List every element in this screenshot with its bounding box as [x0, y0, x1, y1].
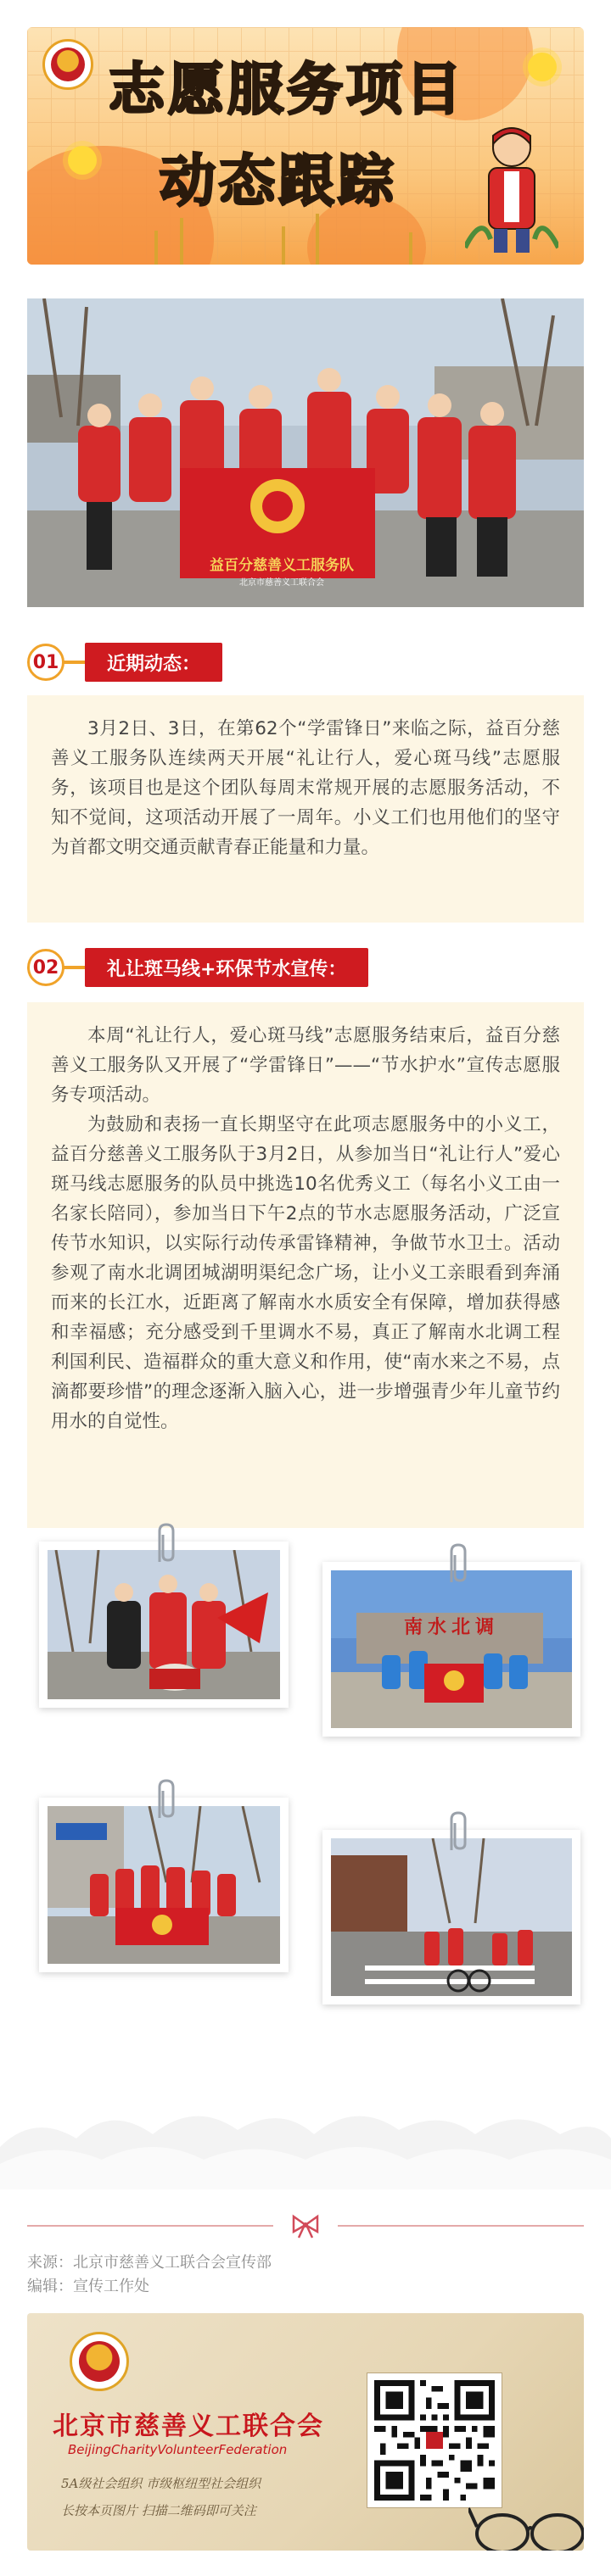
cloud-decoration: [0, 2088, 611, 2189]
paragraph: 本周“礼让行人，爱心斑马线”志愿服务结束后，益百分慈善义工服务队又开展了“学雷锋日”——“节水护水”宣传志愿服务专项活动。: [51, 1025, 560, 1106]
gallery-photo-3: [39, 1798, 289, 1972]
banner-title-line2: 动态跟踪: [160, 148, 397, 214]
source-credit: 来源：北京市慈善义工联合会宣传部: [27, 2254, 272, 2272]
paragraph: 3月2日、3日，在第62个“学雷锋日”来临之际，益百分慈善义工服务队连续两天开展“礼让行人，爱心斑马线”志愿服务，该项目也是这个团队每周末常规开展的志愿服务活动，不知不觉间，这项活动开展了一周年。小义工们也用他们的坚守为首都文明交通贡献青春正能量和力量。: [51, 718, 560, 858]
paperclip-icon: [441, 1811, 475, 1854]
banner-cloth-subtext: 北京市慈善义工联合会: [239, 578, 324, 588]
paragraph: 为鼓励和表扬一直长期坚守在此项志愿服务中的小义工，益百分慈善义工服务队于3月2日，从参加当日“礼让行人”爱心斑马线志愿服务的队员中挑选10名优秀义工（每名小义工由一名家长陪同），参加当日下午2点的节水志愿服务活动，广泛宣传节水知识，以实际行动传承雷锋精神，争做节水卫士。活动参观了南水北调团城湖明渠纪念广场，让小义工亲眼看到奔涌而来的长江水，近距离了解南水水质安全有保障，增加获得感和幸福感；充分感受到千里调水不易，真正了解南水北调工程利国利民、造福群众的重大意义和作用，使“南水来之不易，点滴都要珍惜”的理念逐渐入脑入心，进一步增强青少年儿童节约用水的自觉性。: [51, 1114, 560, 1432]
section-header-1: [27, 643, 222, 682]
gallery-photo-1: [39, 1542, 289, 1708]
banner-cloth-text: 益百分慈善义工服务队: [210, 557, 354, 574]
section-title: 礼让斑马线+环保节水宣传：: [85, 948, 368, 987]
handwritten-line: 5A级社会组织 市级枢纽型社会组织: [61, 2476, 261, 2491]
glasses-decoration: [468, 2500, 584, 2551]
section-number: 02: [27, 949, 64, 986]
sun-icon: [528, 53, 557, 81]
sign-text: 南水北调: [403, 1617, 499, 1638]
editor-credit: 编辑：宣传工作处: [27, 2278, 149, 2295]
gallery-photo-2: [322, 1562, 580, 1737]
gallery-photo-4: [322, 1830, 580, 2004]
footer-card: [27, 2313, 584, 2551]
divider-with-bow: [27, 2213, 584, 2239]
sun-icon: [68, 146, 97, 175]
volunteer-child-illustration: [465, 120, 558, 256]
section-title: 近期动态：: [85, 643, 222, 682]
org-name-en: BeijingCharityVolunteerFederation: [68, 2442, 288, 2457]
paperclip-icon: [149, 1779, 183, 1821]
charity-logo-icon: [42, 39, 93, 90]
handwritten-line: 长按本页图片 扫描二维码即可关注: [61, 2503, 256, 2518]
org-name: 北京市慈善义工联合会: [53, 2412, 324, 2441]
paperclip-icon: [149, 1523, 183, 1565]
banner-title-line1: 志愿服务项目: [109, 57, 465, 122]
charity-logo-icon: [70, 2332, 129, 2391]
section-number: 01: [27, 644, 64, 681]
section-1-content: [27, 695, 584, 923]
section-2-content: [27, 1002, 584, 1528]
bow-icon: [290, 2213, 321, 2239]
qr-code[interactable]: [367, 2372, 502, 2508]
section-header-2: [27, 948, 368, 987]
paperclip-icon: [441, 1543, 475, 1586]
header-banner: [27, 27, 584, 265]
group-photo: [27, 298, 584, 607]
